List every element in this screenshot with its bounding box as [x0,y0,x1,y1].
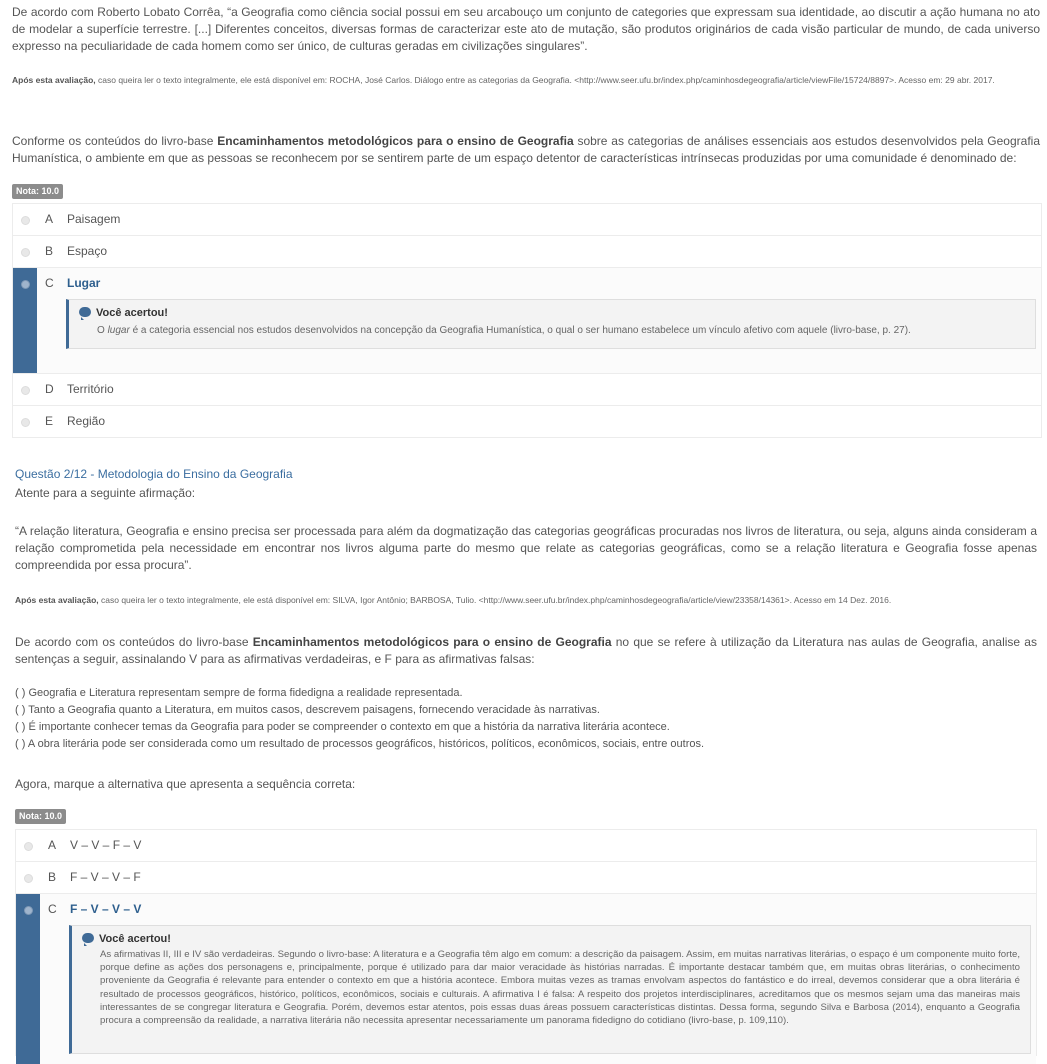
radio-icon[interactable] [21,216,30,225]
q1-option-b[interactable]: B Espaço [13,236,1041,268]
radio-icon[interactable] [24,842,33,851]
q2-title: Questão 2/12 - Metodologia do Ensino da Geografia [15,467,293,481]
selected-indicator [16,894,40,1064]
feedback-title: Você acertou! [82,933,171,945]
statement-4: ( ) A obra literária pode ser considerada como um resultado de processos geográficos, históricos, políticos, econômicos, sociais, entre outros. [15,738,705,750]
comment-icon [82,933,94,943]
q1-prompt: Conforme os conteúdos do livro-base Encaminhamentos metodológicos para o ensino de Geografia sobre as categorias de análises essenciais aos estudos desenvolvidos pela Geografia Humanística, o ambiente em que as pessoas se reconhecem por se sentirem parte de um espaço detentor de características intrínsecas produzidas por uma comunidade é denominado de: [12,134,1040,165]
feedback-title: Você acertou! [79,307,168,319]
q2-quote: “A relação literatura, Geografia e ensino precisa ser processada para além da dogmatização das categorias geográficas procuradas nos livros de literatura, ou seja, alguns ainda consideram a relação comprometida pela necessidade em encontrar nos livros alguma parte do mesmo que relate as categorias geográficas, como se a relação literatura e Geografia fosse apenas compreendida por essa procura”. [15,524,1037,572]
q1-feedback-box [66,299,1036,349]
q2-intro: Atente para a seguinte afirmação: [15,486,196,500]
q2-option-b[interactable]: B F – V – V – F [16,862,1036,894]
q2-option-c[interactable]: C F – V – V – V Você acertou! As afirmativas II, III e IV são verdadeiras. Segundo o livro-base: A literatura e a Geografia têm algo em comum: a descrição da paisagem. Assim, em muitas narrativas literárias, o espaço é um componente muito forte, porque define as ações dos personagens e, principalmente, porque é utilizado para dar maior veracidade às histórias narradas. É importante destacar também que, em muitas obras literárias, o conhecimento proveniente da Geografia é relevante para entender o contexto em que a história acontece. Embora muitas vezes as tramas envolvam aspectos do fantástico e do irreal, devemos considerar que a obra literária é resultado de processos geográficos, histórico, políticos, econômicos, sociais e culturais. A afirmativa I é falsa: A respeito dos projetos interdisciplinares, acreditamos que os mesmos sejam uma das maneiras mais interessantes de se congregar literatura e Geografia. Porém, devemos estar atentos, pois essas duas áreas possuem características distintas. Dessa forma, segundo Silva e Barbosa (2014), enquanto a Geografia procura a compreensão da realidade, a narrativa literária não necessita apresentar necessariamente um panorama fidedigno do cotidiano (livro-base, p. 109,110). [16,894,1036,1064]
q1-option-d[interactable]: D Território [13,374,1041,406]
radio-icon[interactable] [21,418,30,427]
radio-selected-icon[interactable] [21,280,30,289]
q2-grade-badge: Nota: 10.0 [15,809,66,824]
q1-option-e[interactable]: E Região [13,406,1041,437]
q1-option-a[interactable]: A Paisagem [13,204,1041,236]
radio-icon[interactable] [24,874,33,883]
q2-options [15,829,1037,1056]
feedback-text: O lugar é a categoria essencial nos estudos desenvolvidos na concepção da Geografia Humanística, o qual o ser humano estabelece um vínculo afetivo com aquele (livro-base, p. 27). [97,325,911,336]
q2-prompt: De acordo com os conteúdos do livro-base Encaminhamentos metodológicos para o ensino de Geografia no que se refere à utilização da Literatura nas aulas de Geografia, analise as sentenças a seguir, assinalando V para as afirmativas verdadeiras, e F para as afirmativas falsas: [15,635,1037,666]
q1-quote: De acordo com Roberto Lobato Corrêa, “a Geografia como ciência social possui em seu arcabouço um conjunto de categories que expressam sua identidade, ao discutir a ação humana no ato de modelar a superfície terrestre. [...] Diferentes conceitos, diversas formas de caracterizar este ato de mutação, são produtos originários de cada visão particular de mundo, de cada universo expresso na peculiaridade de cada homem como ser único, de culturas geradas em civilizações singulares”. [12,5,1040,53]
radio-selected-icon[interactable] [24,906,33,915]
q2-feedback-box [69,925,1031,1054]
q2-option-a[interactable]: A V – V – F – V [16,830,1036,862]
q1-options [12,203,1042,438]
comment-icon [79,307,91,317]
q1-grade-badge: Nota: 10.0 [12,184,63,199]
statement-1: ( ) Geografia e Literatura representam sempre de forma fidedigna a realidade representada. [15,687,463,699]
statement-2: ( ) Tanto a Geografia quanto a Literatura, em muitos casos, descrevem paisagens, fornecendo veracidade às narrativas. [15,704,600,716]
statement-3: ( ) É importante conhecer temas da Geografia para poder se compreender o contexto em que a história da narrativa literária acontece. [15,721,670,733]
q2-source: Após esta avaliação, caso queira ler o texto integralmente, ele está disponível em: SILVA, Igor Antônio; BARBOSA, Tulio. <http://www.seer.ufu.br/index.php/caminhosdegeografia/article/view/23358/14361>. Acesso em 14 Dez. 2016. [15,595,892,605]
q2-statements [15,685,704,753]
q1-option-c[interactable]: C Lugar Você acertou! O lugar é a categoria essencial nos estudos desenvolvidos na concepção da Geografia Humanística, o qual o ser humano estabelece um vínculo afetivo com aquele (livro-base, p. 27). [13,268,1041,374]
radio-icon[interactable] [21,386,30,395]
q2-ask: Agora, marque a alternativa que apresenta a sequência correta: [15,777,356,791]
radio-icon[interactable] [21,248,30,257]
feedback-text: As afirmativas II, III e IV são verdadeiras. Segundo o livro-base: A literatura e a Geografia têm algo em comum: a descrição da paisagem. Assim, em muitas narrativas literárias, o espaço é um componente muito forte, porque define as ações dos personagens e, principalmente, porque é utilizado para dar maior veracidade às histórias narradas. É importante destacar também que, em muitas obras literárias, o conhecimento proveniente da Geografia é relevante para entender o contexto em que a história acontece. Embora muitas vezes as tramas envolvam aspectos do fantástico e do irreal, devemos considerar que a obra literária é resultado de processos geográficos, histórico, políticos, econômicos, sociais e culturais. A afirmativa I é falsa: A respeito dos projetos interdisciplinares, acreditamos que os mesmos sejam uma das maneiras mais interessantes de se congregar literatura e Geografia. Porém, devemos estar atentos, pois essas duas áreas possuem características distintas. Dessa forma, segundo Silva e Barbosa (2014), enquanto a Geografia procura a compreensão da realidade, a narrativa literária não necessita apresentar necessariamente um panorama fidedigno do cotidiano (livro-base, p. 109,110). [100,949,1020,1027]
q1-source: Após esta avaliação, caso queira ler o texto integralmente, ele está disponível em: ROCHA, José Carlos. Diálogo entre as categorias da Geografia. <http://www.seer.ufu.br/index.php/caminhosdegeografia/article/viewFile/15724/8897>. Acesso em: 29 abr. 2017. [12,75,995,85]
